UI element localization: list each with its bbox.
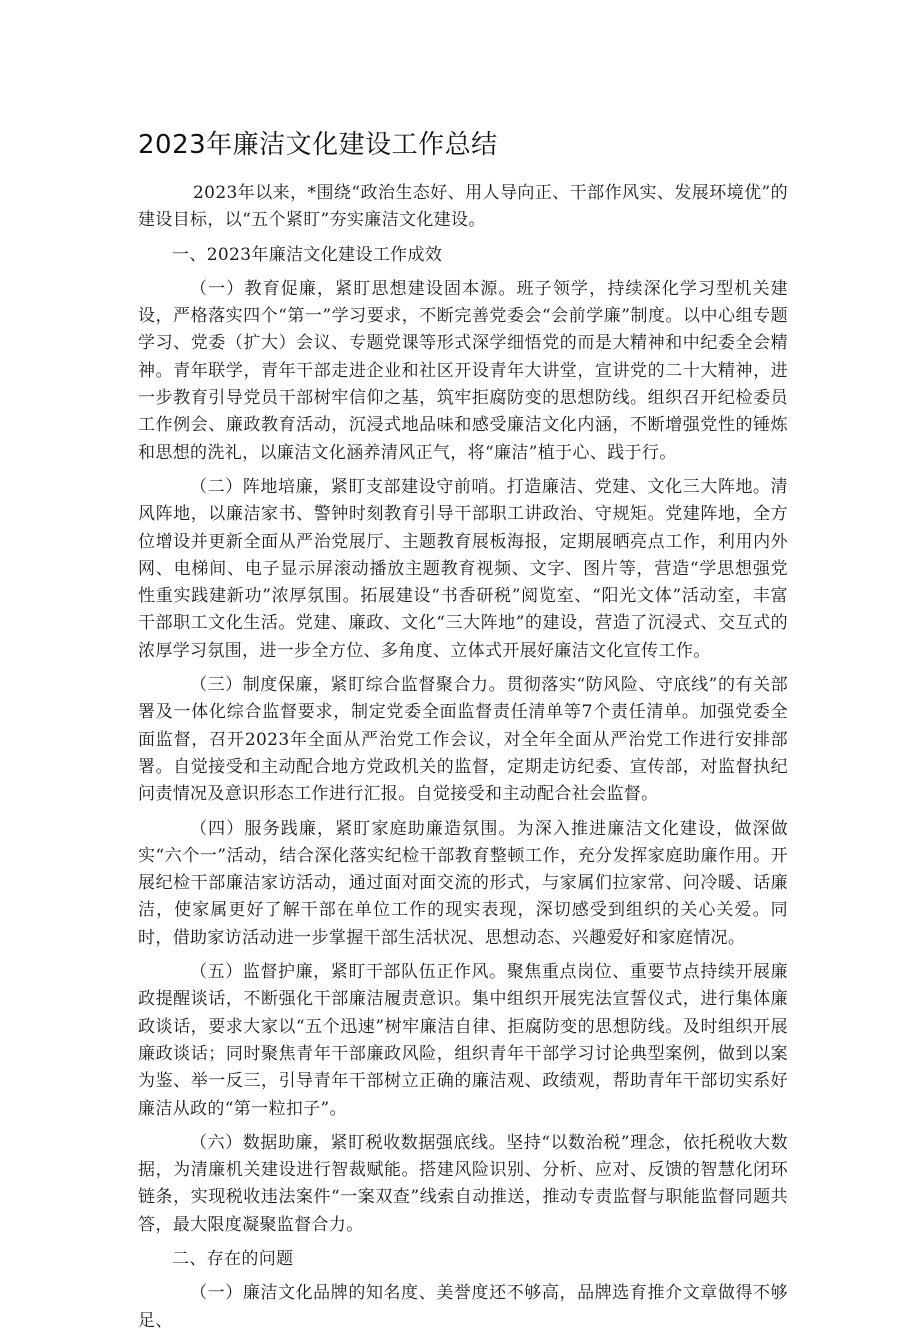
section-heading-achievements: 一、2023年廉洁文化建设工作成效 [172,244,443,265]
document-title: 2023年廉洁文化建设工作总结 [138,130,498,160]
paragraph-system: （三）制度保廉，紧盯综合监督聚合力。贯彻落实“防风险、守底线”的有关部署及一体化综合监督要求，制定党委全面监督责任清单等7个责任清单。加强党委全面监督，召开2023年全面从严治党工作会议，对全年全面从严治党工作进行安排部署。自觉接受和主动配合地方党政机关的监督，定期走访纪委、宣传部，对监督执纪问责情况及意识形态工作进行汇报。自觉接受和主动配合社会监督。 [138,675,788,805]
intro-paragraph: 2023年以来，*围绕“政治生态好、用人导向正、干部作风实、发展环境优”的建设目标，以“五个紧盯”夯实廉洁文化建设。 [138,183,788,231]
paragraph-education: （一）教育促廉，紧盯思想建设固本源。班子领学，持续深化学习型机关建设，严格落实四个“第一”学习要求，不断完善党委会“会前学廉”制度。以中心组专题学习、党委（扩大）会议、专题党课等形式深学细悟党的而是大精神和中纪委全会精神。青年联学，青年干部走进企业和社区开设青年大讲堂，宣讲党的二十大精神，进一步教育引导党员干部树牢信仰之基，筑牢拒腐防变的思想防线。组织召开纪检委员工作例会、廉政教育活动，沉浸式地品味和感受廉洁文化内涵，不断增强党性的锤炼和思想的洗礼，以廉洁文化涵养清风正气，将“廉洁”植于心、践于行。 [138,278,788,463]
paragraph-service: （四）服务践廉，紧盯家庭助廉造氛围。为深入推进廉洁文化建设，做深做实“六个一”活动，结合深化落实纪检干部教育整顿工作，充分发挥家庭助廉作用。开展纪检干部廉洁家访活动，通过面对面交流的形式，与家属们拉家常、问冷暖、话廉洁，使家属更好了解干部在单位工作的现实表现，深切感受到组织的关心关爱。同时，借助家访活动进一步掌握干部生活状况、思想动态、兴趣爱好和家庭情况。 [138,818,788,948]
paragraph-supervision: （五）监督护廉，紧盯干部队伍正作风。聚焦重点岗位、重要节点持续开展廉政提醒谈话，不断强化干部廉洁履责意识。集中组织开展宪法宣誓仪式，进行集体廉政谈话，要求大家以“五个迅速”树牢廉洁自律、拒腐防变的思想防线。及时组织开展廉政谈话；同时聚焦青年干部廉政风险，组织青年干部学习讨论典型案例，做到以案为鉴、举一反三，引导青年干部树立正确的廉洁观、政绩观，帮助青年干部切实系好廉洁从政的“第一粒扣子”。 [138,962,788,1119]
document-body [138,180,788,1342]
paragraph-position: （二）阵地培廉，紧盯支部建设守前哨。打造廉洁、党建、文化三大阵地。清风阵地，以廉洁家书、警钟时刻教育引导干部职工讲政治、守规矩。党建阵地，全方位增设并更新全面从严治党展厅、主题教育展板海报，定期展晒亮点工作，利用内外网、电梯间、电子显示屏滚动播放主题教育视频、文字、图片等，营造“学思想强党性重实践建新功”浓厚氛围。拓展建设“书香研税”阅览室、“阳光文体”活动室，丰富干部职工文化生活。党建、廉政、文化“三大阵地”的建设，营造了沉浸式、交互式的浓厚学习氛围，进一步全方位、多角度、立体式开展好廉洁文化宣传工作。 [138,476,788,661]
paragraph-data: （六）数据助廉，紧盯税收数据强底线。坚持“以数治税”理念，依托税收大数据，为清廉机关建设进行智裁赋能。搭建风险识别、分析、应对、反馈的智慧化闭环链条，实现税收违法案件“一案双查”线索自动推送，推动专责监督与职能监督同题共答，最大限度凝聚监督合力。 [138,1132,788,1235]
paragraph-problem-1: （一）廉洁文化品牌的知名度、美誉度还不够高，品牌选育推介文章做得不够足、 [138,1283,788,1331]
section-heading-problems: 二、存在的问题 [172,1248,294,1269]
